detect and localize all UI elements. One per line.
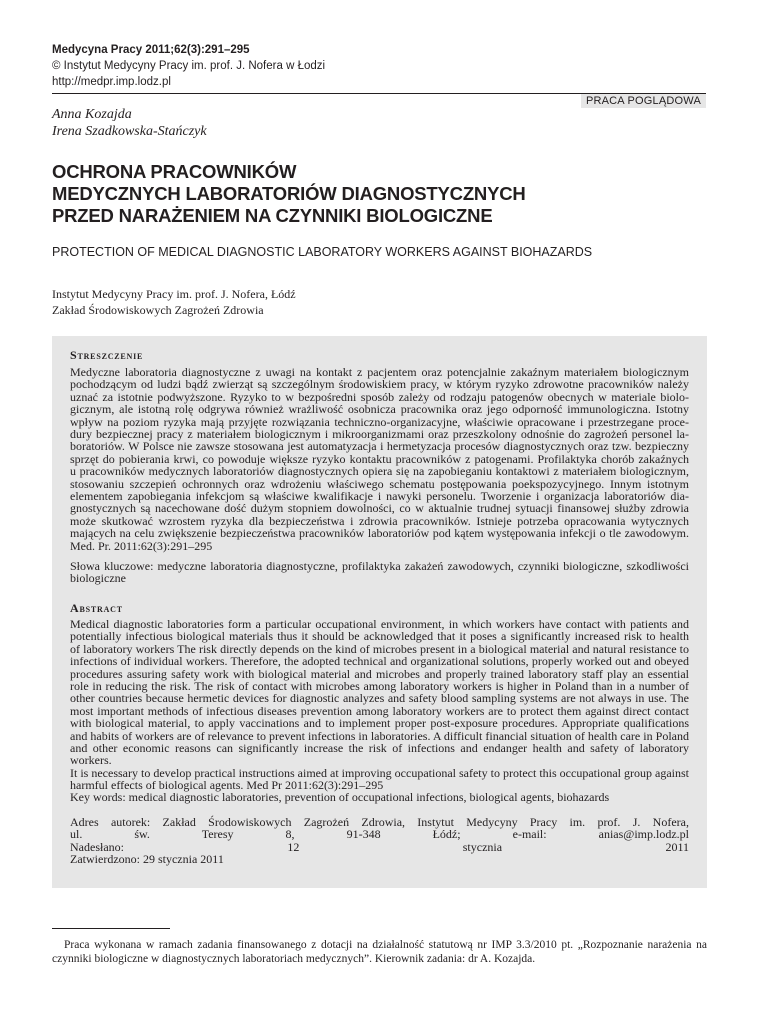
text-line: Med. Pr. 2011:62(3):291–295 [70,538,213,553]
text-line: uznać za istotnie podwyższone. Ryzyko to w bezpośredni sposób zależy od rodzaju patogenów obecnych w materiale biolo- [70,389,689,404]
text-line: ul. św. Teresy 8, 91-348 Łódź; e-mail: anias@imp.lodz.pl [70,827,689,842]
abstract-box [52,336,707,888]
text-line: and other economic reasons can significantly increase the risk of infections and endanger health and safety of laboratory workers. [70,741,689,768]
text-line: most important methods of infectious diseases prevention among laboratory workers are to protect them against direct contact [70,703,689,718]
text-line: infections of individual workers. Therefore, the adopted technical and organizational solutions, properly worked out and obeyed [70,654,689,669]
affiliation [52,286,296,318]
text-line: Medyczne laboratoria diagnostyczne z uwagi na kontakt z pacjentem oraz potencjalnie zakaźnym materiałem biologicznym [70,365,689,379]
text-line: Nadesłano: 12 stycznia 2011 [70,839,689,854]
text-line: mających na celu zwiększenie bezpieczeństwa pracowników laboratoriów pod kątem występowania infekcji o tle zawodowym. [70,526,689,541]
text-line: Adres autorek: Zakład Środowiskowych Zagrożeń Zdrowia, Instytut Medycyny Pracy im. prof. J. Nofera, [70,815,689,829]
keywords-polish [70,560,689,585]
text-line: stosowaniu szczepień ochronnych oraz wdrożeniu właściwego schematu postępowania poekspozycyjnego. Innym istotnym [70,476,689,491]
copyright-line: © Instytut Medycyny Pracy im. prof. J. Nofera w Łodzi [52,60,326,72]
text-line: może skutkować wzrostem ryzyka dla bezpieczeństwa i zdrowia pracowników. Istnieje potrzeba opracowania wytycznych [70,513,689,528]
keywords-english: Key words: medical diagnostic laboratories, prevention of occupational infections, biological agents, biohazards [70,790,610,804]
text-line: boratoriów. W Polsce nie zawsze stosowana jest automatyzacja i hermetyzacja procesów diagnostycznych oraz tzw. bezpieczny [70,439,689,454]
text-line: harmful effects of biological agents. Med Pr 2011:62(3):291–295 [70,778,384,793]
footnote: Praca wykonana w ramach zadania finansowanego z dotacji na działalność statutową nr IMP 3.3/2010 pt. „Rozpoznanie narażenia na czynniki biologiczne w diagnostycznych laboratoriach medycznych”. Kierownik zadania: dr A. Kozajda. [52,939,707,965]
title-line: OCHRONA PRACOWNIKÓW [52,161,297,182]
text-line: with biological material, to apply vaccinations and to implement proper post-exposure procedures. Appropriate qualifications [70,716,689,731]
text-line: It is necessary to develop practical instructions aimed at improving occupational safety to protect this occupational group against [70,765,689,780]
text-line: u pracowników medycznych laboratoriów diagnostycznych opiera się na zapobieganiu kontaktowi z materiałem biologicznym, [70,464,689,479]
footnote-rule [52,928,170,929]
affiliation-line: Zakład Środowiskowych Zagrożeń Zdrowia [52,303,264,317]
text-line: Zatwierdzono: 29 stycznia 2011 [70,852,224,867]
journal-citation: Medycyna Pracy 2011;62(3):291–295 [52,44,250,56]
affiliation-line: Instytut Medycyny Pracy im. prof. J. Nofera, Łódź [52,287,296,301]
author-name: Irena Szadkowska-Stańczyk [52,124,207,139]
text-line: potentially infectious biological materials thus it should be acknowledged that it poses a significantly increased risk to health [70,629,689,644]
streszczenie-heading: Streszczenie [70,348,144,362]
author-name: Anna Kozajda [52,107,132,122]
journal-header [52,42,325,90]
title-english: PROTECTION OF MEDICAL DIAGNOSTIC LABORATORY WORKERS AGAINST BIOHAZARDS [52,245,593,259]
text-line: of laboratory workers The risk directly depends on the kind of microbes present in a biological material and natural resistance to [70,641,689,656]
text-line: sprzęt do pobierania krwi, co powoduje większe ryzyko kontaktu pracowników z patogenami. Profilaktyka chorób zakaźnych [70,451,689,466]
text-line: biologiczne [70,571,126,586]
title-line: PRZED NARAŻENIEM NA CZYNNIKI BIOLOGICZNE [52,205,493,226]
text-line: Medical diagnostic laboratories form a particular occupational environment, in which workers have contact with patients and [70,617,689,631]
title-line: MEDYCZNYCH LABORATORIÓW DIAGNOSTYCZNYCH [52,183,526,204]
text-line: procedures assuring safety work with biological material and microbes and properly trained laboratory staff play an essential [70,666,689,681]
text-line: role in reducing the risk. The risk of contact with microbes among laboratory workers is higher in Poland than in a number of [70,679,689,694]
text-line: and habits of workers are of relevance to prevent infections in laboratories. A difficult financial situation of health care in Poland [70,728,689,743]
text-line: dury bezpiecznej pracy z materiałem biologicznym i mikroorganizmami oraz przeszkolony odnośnie do zagrożeń personel la- [70,427,689,442]
authors [52,106,207,140]
text-line: gicznym, ale istotną rolę odgrywa również wrażliwość osobnicza pracownika oraz jego odporność immunologiczna. Istotny [70,402,689,417]
streszczenie-body [70,366,689,552]
text-line: elementem zapobiegania infekcjom są właściwe kwalifikacje i nawyki personelu. Tworzenie i organizacja laboratoriów dia- [70,489,689,504]
correspondence-address [70,816,689,866]
text-line: gnostycznych są nacechowane dość dużym stopniem dowolności, co w aktualnie trudnej sytuacji finansowej służby zdrowia [70,501,689,516]
text-line: Słowa kluczowe: medyczne laboratoria diagnostyczne, profilaktyka zakażeń zawodowych, czynniki biologiczne, szkodliwości [70,559,689,573]
text-line: pochodzącym od ludzi bądź zwierząt są szczególnym środowiskiem pracy, w którym ryzyko zdrowotne pracowników należy [70,377,689,392]
article-type-badge: PRACA POGLĄDOWA [581,94,706,108]
abstract-body [70,618,689,792]
text-line: other countries because hermetic devices for diagnostic analyzes and safety blood sampling systems are not always in use. The [70,691,689,706]
title-polish [52,161,712,227]
abstract-heading: Abstract [70,601,123,615]
text-line: wpływ na poziom ryzyka mają przyjęte rozwiązania techniczno-organizacyjne, właściwie opracowane i przestrzegane proce- [70,414,689,429]
journal-url[interactable]: http://medpr.imp.lodz.pl [52,76,171,88]
